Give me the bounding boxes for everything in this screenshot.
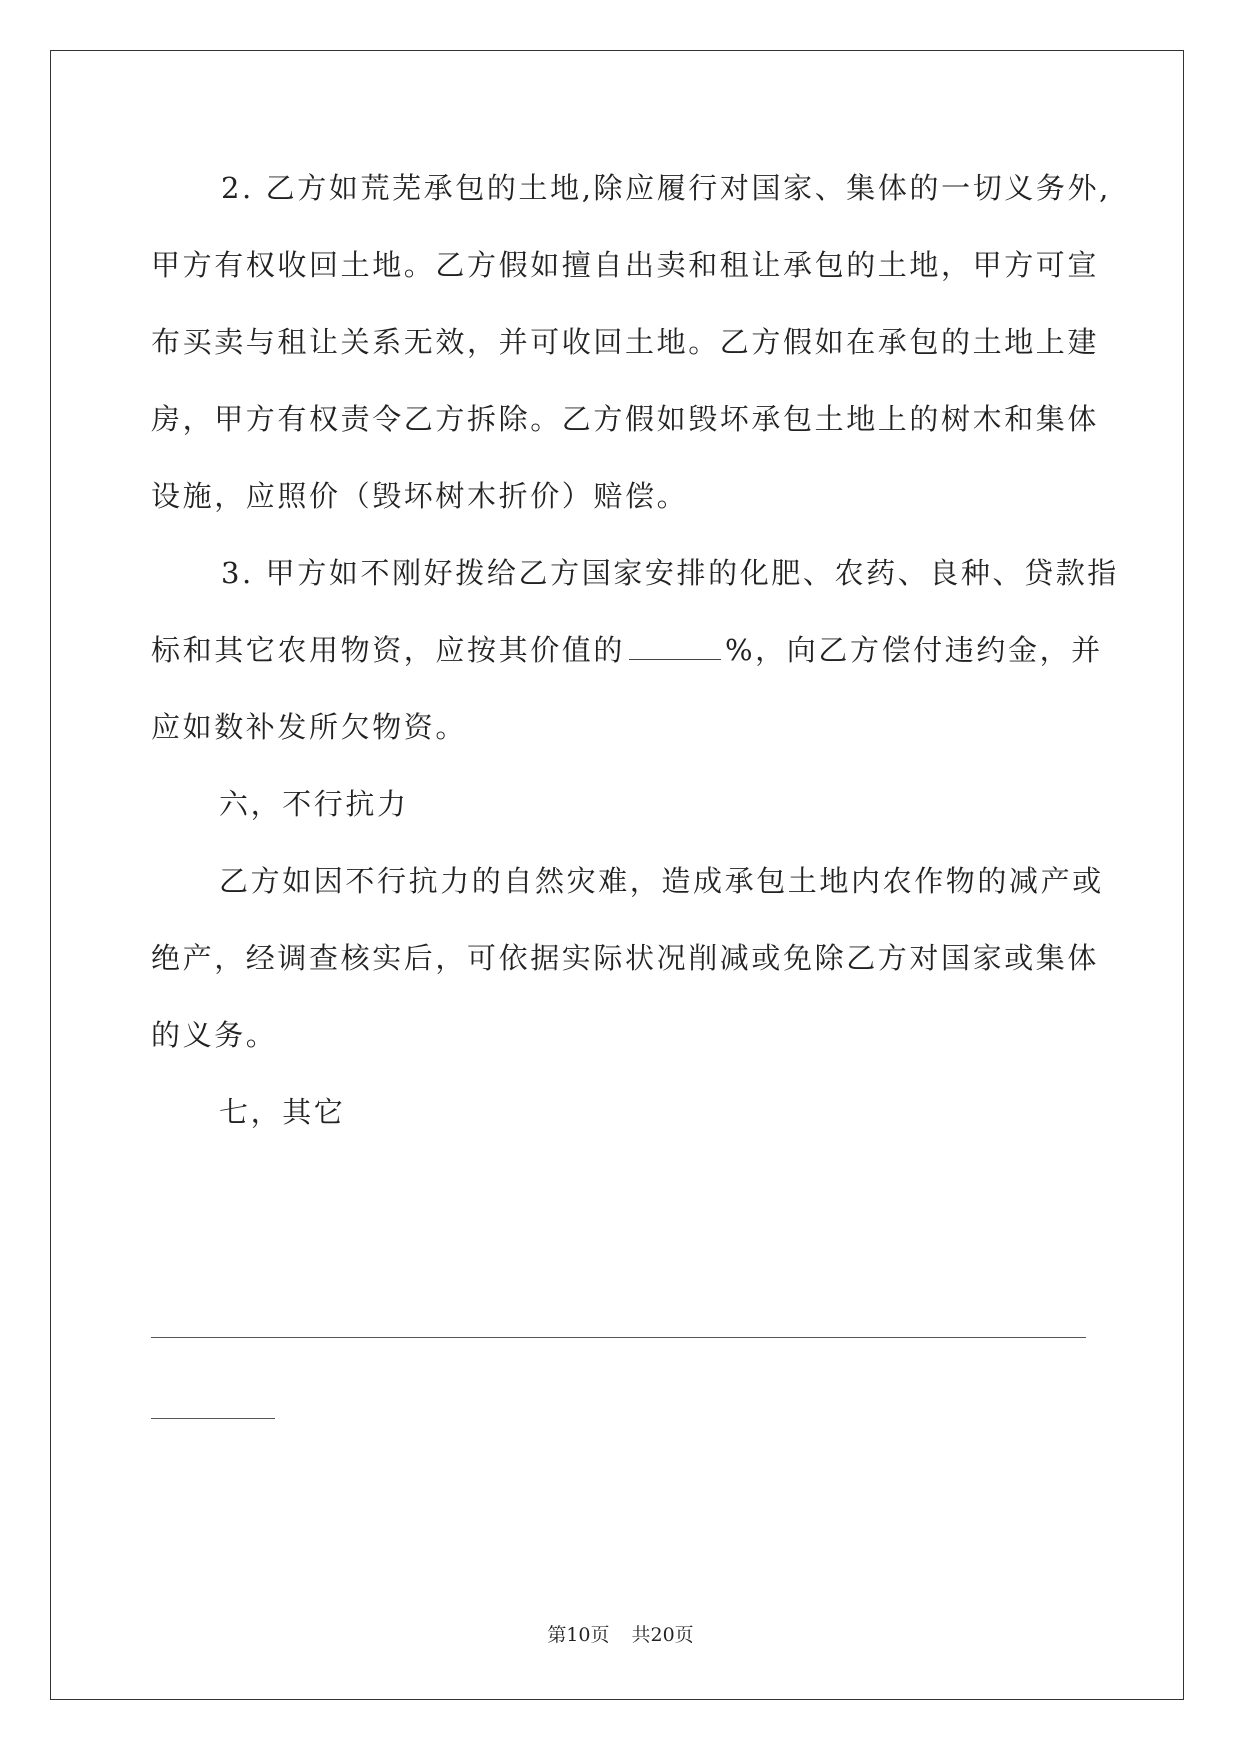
section-6-heading: 六，不行抗力 <box>219 787 409 821</box>
fill-in-rule-short[interactable] <box>151 1418 275 1419</box>
document-body <box>151 150 1119 1151</box>
clause-3-line-3: 应如数补发所欠物资。 <box>151 710 468 744</box>
clause-2-line-4: 房，甲方有权责令乙方拆除。乙方假如毁坏承包土地上的树木和集体 <box>151 402 1100 436</box>
clause-2-line-2: 甲方有权收回土地。乙方假如擅自出卖和租让承包的土地，甲方可宣 <box>151 248 1100 282</box>
clause-3-text-after-blank: %，向乙方偿付违约金，并 <box>725 633 1103 667</box>
clause-2-line-5: 设施，应照价（毁坏树木折价）赔偿。 <box>151 479 689 513</box>
section-6-line-1: 乙方如因不行抗力的自然灾难，造成承包土地内农作物的减产或 <box>219 864 1104 898</box>
clause-2-line-3: 布买卖与租让关系无效，并可收回土地。乙方假如在承包的土地上建 <box>151 325 1100 359</box>
page-footer <box>0 1620 1241 1647</box>
section-6-line-3: 的义务。 <box>151 1018 278 1052</box>
section-7-heading: 七，其它 <box>219 1095 346 1129</box>
clause-3-line-1: 3. 甲方如不刚好拨给乙方国家安排的化肥、农药、良种、贷款指 <box>221 556 1119 590</box>
fill-in-blank[interactable] <box>629 637 721 660</box>
fill-in-rule-long[interactable] <box>151 1337 1086 1338</box>
section-6-line-2: 绝产，经调查核实后，可依据实际状况削减或免除乙方对国家或集体 <box>151 941 1100 975</box>
page-number: 第10页 <box>547 1624 610 1646</box>
clause-3-text-before-blank: 标和其它农用物资，应按其价值的 <box>151 633 626 667</box>
clause-3-line-2 <box>151 612 1103 689</box>
page-total: 共20页 <box>631 1624 694 1646</box>
clause-2-line-1: 2. 乙方如荒芜承包的土地,除应履行对国家、集体的一切义务外, <box>221 171 1111 205</box>
